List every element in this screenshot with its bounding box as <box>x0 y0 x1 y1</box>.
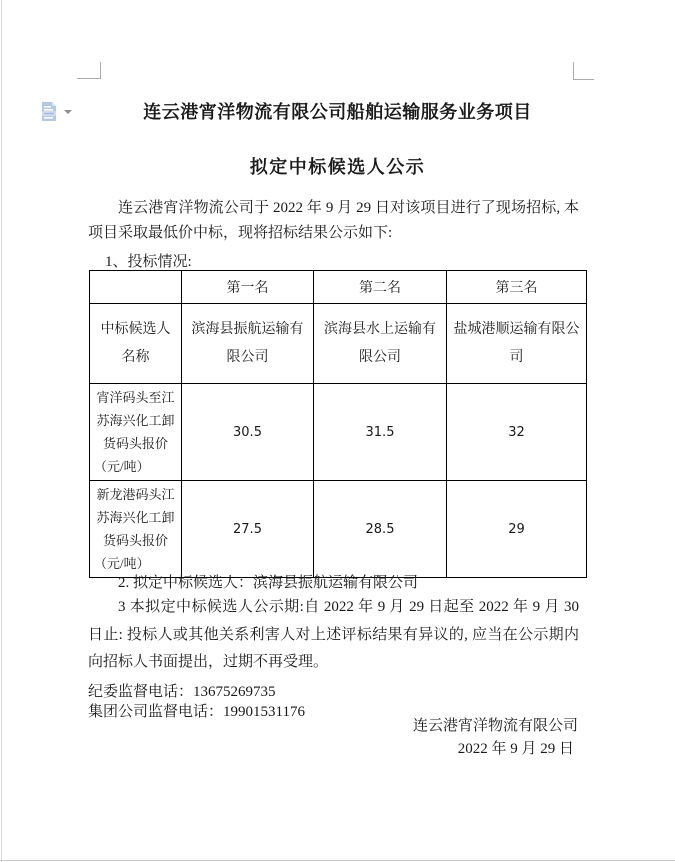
candidate-2: 滨海县水上运输有限公司 <box>314 304 447 384</box>
header-cell-second: 第二名 <box>314 271 447 304</box>
price-2-2: 28.5 <box>314 481 447 578</box>
price-1-2: 31.5 <box>314 384 447 481</box>
price-2-3: 29 <box>447 481 587 578</box>
candidate-names-row <box>90 304 587 384</box>
selected-candidate-paragraph: 2. 拟定中标候选人：滨海县振航运输有限公司 <box>118 575 419 591</box>
document-title: 连云港宵洋物流有限公司船舶运输服务业务项目 <box>143 102 532 122</box>
price-row-xinlonggang <box>90 481 587 578</box>
page-bottom-edge <box>0 860 675 861</box>
bid-results-table <box>89 270 587 578</box>
page-left-edge <box>1 0 2 862</box>
signature-date: 2022 年 9 月 29 日 <box>457 741 574 757</box>
publicity-period-paragraph: 3 本拟定中标候选人公示期:自 2022 年 9 月 29 日起至 2022 年 9 月 30 日止: 投标人或其他关系利害人对上述评标结果有异议的, 应当在公示期内向招标人书面提出，过期不再受理。 <box>88 599 579 670</box>
header-cell-empty <box>90 271 182 304</box>
price-1-1: 30.5 <box>182 384 314 481</box>
intro-paragraph: 连云港宵洋物流公司于 2022 年 9 月 29 日对该项目进行了现场招标, 本项目采取最低价中标，现将招标结果公示如下: <box>88 200 579 241</box>
group-phone-line: 集团公司监督电话：19901531176 <box>88 704 305 720</box>
text-boundary-mark-top-left <box>77 62 101 79</box>
discipline-phone-line: 纪委监督电话：13675269735 <box>88 684 276 700</box>
candidate-1: 滨海县振航运输有限公司 <box>182 304 314 384</box>
text-boundary-mark-top-right <box>573 62 594 80</box>
row-label-candidates: 中标候选人名称 <box>90 304 182 384</box>
table-header-row <box>90 271 587 304</box>
price-1-3: 32 <box>447 384 587 481</box>
bidding-section-label: 1、投标情况: <box>105 254 192 270</box>
price-row-2-label: 新龙港码头江苏海兴化工卸货码头报价（元/吨） <box>90 481 182 578</box>
price-row-xiaoyang <box>90 384 587 481</box>
header-cell-third: 第三名 <box>447 271 587 304</box>
document-subtitle: 拟定中标候选人公示 <box>249 157 426 177</box>
candidate-3: 盐城港顺运输有限公司 <box>447 304 587 384</box>
signature-company: 连云港宵洋物流有限公司 <box>412 718 578 734</box>
price-row-1-label: 宵洋码头至江苏海兴化工卸货码头报价（元/吨） <box>90 384 182 481</box>
price-2-1: 27.5 <box>182 481 314 578</box>
header-cell-first: 第一名 <box>182 271 314 304</box>
